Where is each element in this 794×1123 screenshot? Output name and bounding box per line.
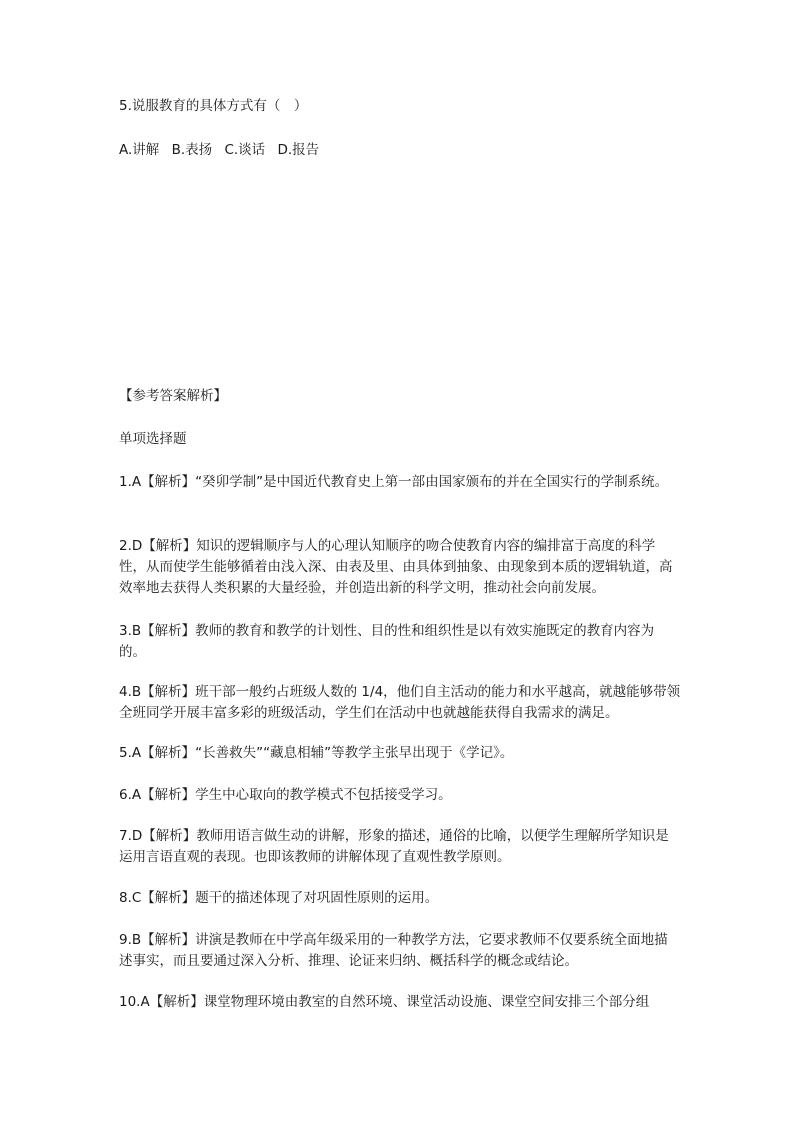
- option-b: B.表扬: [171, 142, 213, 158]
- question-options: [119, 140, 679, 161]
- answers-section-title: 【参考答案解析】: [119, 388, 227, 404]
- answer-item-9: 9.B【解析】讲演是教师在中学高年级采用的一种教学方法，它要求教师不仅要系统全面地描述事实，而且要通过深入分析、推理、论证来归纳、概括科学的概念或结论。: [119, 932, 668, 969]
- answer-item-5: 5.A【解析】“长善救失”“藏息相辅”等教学主张早出现于《学记》。: [119, 745, 514, 761]
- answers-section-subtitle: 单项选择题: [119, 431, 187, 447]
- answer-item-3: 3.B【解析】教师的教育和教学的计划性、目的性和组织性是以有效实施既定的教育内容为的。: [119, 623, 655, 660]
- question-text: 5.说服教育的具体方式有（ ）: [119, 98, 308, 114]
- answer-item-2: 2.D【解析】知识的逻辑顺序与人的心理认知顺序的吻合使教育内容的编排富于高度的科学性，从而使学生能够循着由浅入深、由表及里、由具体到抽象、由现象到本质的逻辑轨道，高效率地去获得人类积累的大量经验，并创造出新的科学文明，推动社会向前发展。: [119, 538, 673, 596]
- answer-item-10: 10.A【解析】课堂物理环境由教室的自然环境、课堂活动设施、课堂空间安排三个部分组: [119, 994, 650, 1010]
- answer-item-6: 6.A【解析】学生中心取向的教学模式不包括接受学习。: [119, 787, 452, 803]
- answer-item-4: 4.B【解析】班干部一般约占班级人数的 1/4，他们自主活动的能力和水平越高，就越能够带领全班同学开展丰富多彩的班级活动，学生们在活动中也就越能获得自我需求的满足。: [119, 684, 681, 721]
- answer-item-8: 8.C【解析】题干的描述体现了对巩固性原则的运用。: [119, 890, 439, 906]
- option-d: D.报告: [277, 142, 320, 158]
- option-a: A.讲解: [119, 142, 160, 158]
- answer-item-1: 1.A【解析】“癸卯学制”是中国近代教育史上第一部由国家颁布的并在全国实行的学制系统。: [119, 474, 669, 490]
- answer-item-7: 7.D【解析】教师用语言做生动的讲解，形象的描述，通俗的比喻，以便学生理解所学知识是运用言语直观的表现。也即该教师的讲解体现了直观性教学原则。: [119, 828, 669, 865]
- option-c: C.谈话: [224, 142, 266, 158]
